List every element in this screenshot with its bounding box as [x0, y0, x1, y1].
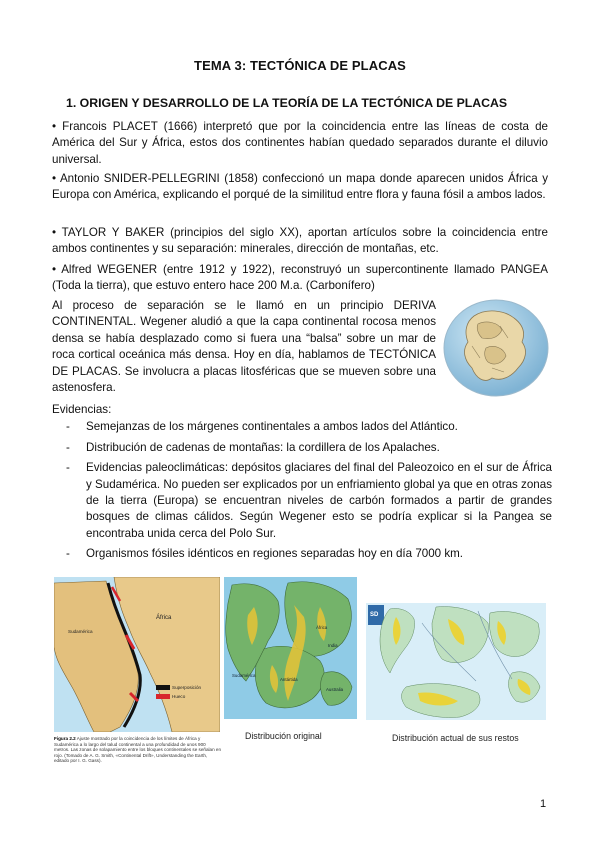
current-distribution-map — [366, 603, 546, 720]
africa-label: África — [156, 615, 172, 621]
section-heading: 1. ORIGEN Y DESARROLLO DE LA TEORÍA DE LA TECTÓNICA DE PLACAS — [66, 96, 508, 110]
evidencias-label: Evidencias: — [52, 403, 112, 416]
paragraph-snider: • Antonio SNIDER-PELLEGRINI (1858) confeccionó un mapa donde aparecen unidos África y Europa con América, explicando el porqué de la similitud entre flora y fauna fósil a ambos lados. — [52, 172, 548, 202]
paragraph-placet: • Francois PLACET (1666) interpretó que por la coincidencia entre las líneas de costa de América del Sur y África, estos dos continentes habían quedado separados durante el diluvio universal. — [52, 120, 548, 166]
map2-india-label: India — [328, 643, 338, 648]
evidencia-text: Evidencias paleoclimáticas: depósitos glaciares del final del Paleozoico en el sur de África y Sudamérica. No pueden ser explicados por un enfriamiento global ya que en otras zonas de la tierra (Europa) se encuentran niveles de carbón formados a partir de grandes bosques de climas cálidos. Según Wegener esto se podría explicar si la Pangea se encontraba unida cerca del Polo Sur. — [86, 461, 552, 540]
page-number: 1 — [540, 798, 547, 810]
pangea-globe-image — [442, 298, 550, 398]
legend-superposicion: Superposición — [172, 685, 202, 690]
map2-africa-label: África — [316, 625, 328, 630]
sudamerica-label: Sudamérica — [68, 629, 93, 634]
original-distribution-map — [224, 577, 357, 719]
figure-2-caption: Distribución original — [245, 731, 322, 741]
paragraph-taylor-baker: • TAYLOR Y BAKER (principios del siglo XX), aportan artículos sobre la coincidencia entre ambos continentes y su separación: minerales, dirección de montañas, etc. — [52, 226, 548, 256]
continental-fit-figure — [54, 577, 220, 732]
evidencia-text: Semejanzas de los márgenes continentales a ambos lados del Atlántico. — [86, 420, 458, 433]
sd-logo: SD — [370, 612, 379, 618]
figure-3-caption: Distribución actual de sus restos — [392, 733, 519, 743]
map2-sudamerica-label: Sudamérica — [232, 673, 256, 678]
legend-hueco: Hueco — [172, 694, 186, 699]
list-item: - Organismos fósiles idénticos en regiones separadas hoy en día 7000 km. — [66, 547, 464, 561]
evidencia-text: Distribución de cadenas de montañas: la cordillera de los Apalaches. — [86, 440, 440, 454]
list-item: - Evidencias paleoclimáticas: depósitos glaciares del final del Paleozoico en el sur de África y Sudamérica. No pueden ser explicados por un enfriamiento global ya que en otras zonas de la tierra (Europa) se encuentran niveles de carbón formados a partir de grandes bosques de climas cálidos. Según Wegener esto se podría explicar si la Pangea se encontraba unida cerca del Polo Sur. — [66, 461, 552, 540]
figure-1-caption-label: Figura 2.2 — [54, 736, 76, 741]
paragraph-wegener: • Alfred WEGENER (entre 1912 y 1922), reconstruyó un supercontinente llamado PANGEA (Toda la tierra), que estuvo entero hace 200 M.a. (Carbonífero) — [52, 263, 548, 293]
page-title: TEMA 3: TECTÓNICA DE PLACAS — [194, 58, 406, 73]
map2-australia-label: Australia — [326, 687, 344, 692]
evidencias-list — [52, 419, 552, 567]
paragraph-deriva: Al proceso de separación se le llamó en un principio DERIVA CONTINENTAL. Wegener aludió a que la capa continental rocosa menos densa se había desplazado como si fuera una “balsa” sobre un mar de roca cortical oceánica más densa. Hoy en día, hablamos de TECTÓNICA DE PLACAS. Se involucra a placas litosféricas que se mueven sobre una astenosfera. — [52, 299, 436, 395]
list-item: - Distribución de cadenas de montañas: la cordillera de los Apalaches. — [66, 440, 440, 454]
figure-1-caption — [54, 736, 222, 764]
evidencia-text: Organismos fósiles idénticos en regiones separadas hoy en día 7000 km. — [86, 547, 464, 561]
map2-antartida-label: Antártida — [280, 677, 298, 682]
figure-1-caption-text: Ajuste mostrado por la coincidencia de los límites de África y Sudamérica a lo largo del talud continental a una profundidad de unos 900 metros. Las zonas de solapamiento entre los bloques continentales se señalan en rojo. (Tomado de A. G. Smith, «Continental Drift», Understanding the Earth, editado por I. G. Gass). — [54, 736, 222, 764]
list-item: - Semejanzas de los márgenes continentales a ambos lados del Atlántico. — [66, 420, 458, 433]
